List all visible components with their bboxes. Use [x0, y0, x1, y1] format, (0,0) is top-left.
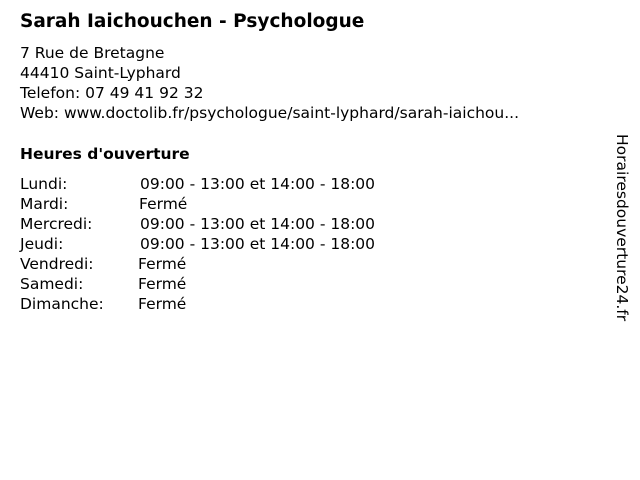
day-label: Dimanche:: [20, 295, 104, 313]
day-label: Mercredi:: [20, 215, 93, 233]
day-label: Vendredi:: [20, 255, 94, 273]
hours-heading: Heures d'ouverture: [20, 145, 190, 163]
site-watermark: Horairesdouverture24.fr: [613, 134, 631, 322]
website-url: Web: www.doctolib.fr/psychologue/saint-lyphard/sarah-iaichou...: [20, 104, 520, 122]
time-value: Fermé: [138, 255, 187, 273]
street-address: 7 Rue de Bretagne: [20, 44, 165, 62]
day-label: Lundi:: [20, 175, 68, 193]
address-block: [20, 43, 519, 123]
day-label: Mardi:: [20, 195, 69, 213]
time-value: 09:00 - 13:00 et 14:00 - 18:00: [140, 175, 376, 193]
city-postal: 44410 Saint-Lyphard: [20, 64, 181, 82]
time-value: Fermé: [138, 295, 187, 313]
time-value: Fermé: [139, 195, 188, 213]
day-label: Samedi:: [20, 275, 84, 293]
time-value: 09:00 - 13:00 et 14:00 - 18:00: [140, 215, 376, 233]
page-title: Sarah Iaichouchen - Psychologue: [20, 11, 365, 32]
time-value: 09:00 - 13:00 et 14:00 - 18:00: [140, 235, 376, 253]
phone-number: Telefon: 07 49 41 92 32: [20, 84, 204, 102]
time-value: Fermé: [138, 275, 187, 293]
day-label: Jeudi:: [20, 235, 64, 253]
